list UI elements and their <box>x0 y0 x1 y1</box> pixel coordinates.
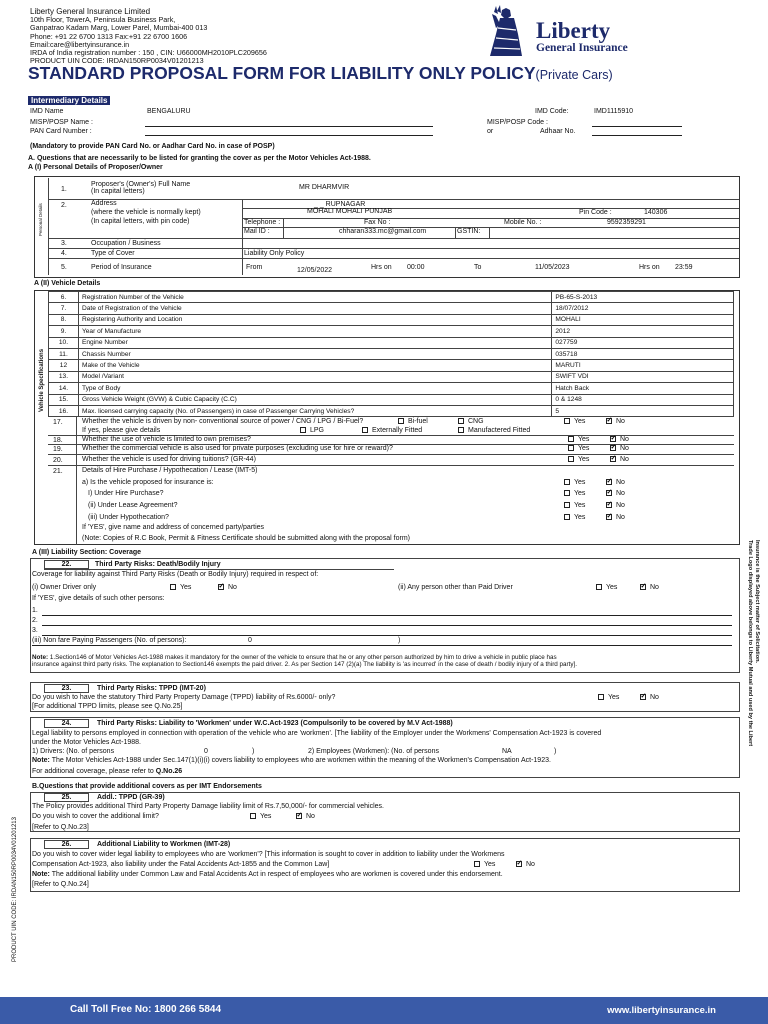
hrs-label: Hrs on <box>371 264 392 271</box>
vehicle-row-number: 6. <box>49 292 79 303</box>
q23-ref: [For additional TPPD limits, please see Q.No.25] <box>32 703 183 710</box>
vehicle-row-value[interactable]: 0 & 1248 <box>552 394 734 405</box>
q17-manufactured-checkbox[interactable] <box>458 427 464 433</box>
q17-label: Whether the vehicle is driven by non- conventional source of power / CNG / LPG / Bi-Fuel? <box>82 418 364 425</box>
q22-number: 22. <box>44 560 89 569</box>
mail-value[interactable]: chharan333.mc@gmail.com <box>339 228 427 235</box>
pin-label: Pin Code : <box>579 209 612 216</box>
q21-details-label: If 'YES', give name and address of concerned party/parties <box>82 524 265 531</box>
q25-yes-label: Yes <box>260 813 272 820</box>
vehicle-row-label: Year of Manufacture <box>78 326 551 337</box>
q26-line1: Do you wish to cover wider legal liability to employees who are 'workmen'? [This information is sought to cover in addition to liability under the Workmens <box>32 851 505 858</box>
q23-no-option[interactable] <box>640 694 659 701</box>
toll-free-number[interactable]: Call Toll Free No: 1800 266 5844 <box>70 1004 222 1015</box>
q22-note-text1: 1.Section146 of Motor Vehicles Act-1988 makes it mandatory for the owner of the vehicle to ensure that he or any other person authorized by him to drive a vehicle in public place has <box>48 654 557 661</box>
q21-a-label: a) Is the vehicle proposed for insurance is: <box>82 479 214 486</box>
q22-title: Third Party Risks: Death/Bodily Injury <box>95 561 221 568</box>
q22-iii-value[interactable]: 0 <box>248 637 252 644</box>
other-person-1-label: 1. <box>32 607 38 614</box>
vehicle-row-label: Chassis Number <box>78 348 551 359</box>
q21-i-no-checkbox[interactable] <box>606 490 612 496</box>
q21-a-no-option[interactable] <box>606 479 625 486</box>
q19-no-checkbox[interactable] <box>610 445 616 451</box>
vehicle-row-value[interactable]: 027759 <box>552 337 734 348</box>
q22-iii-label: (iii) Non fare Paying Passengers (No. of persons): <box>32 637 187 644</box>
vehicle-row <box>49 303 734 314</box>
q21-iii-yes-option[interactable] <box>564 514 585 521</box>
vehicle-row <box>49 348 734 359</box>
q24-number: 24. <box>44 719 89 728</box>
q19-number: 19. <box>53 446 63 453</box>
logo-sub: General Insurance <box>536 42 628 54</box>
q20-number: 20. <box>53 457 63 464</box>
pan-label: PAN Card Number : <box>30 128 92 135</box>
gstin-label: GSTIN: <box>457 228 481 235</box>
address-line2[interactable]: MOHALI MOHALI PUNJAB <box>307 208 393 215</box>
vehicle-row <box>49 360 734 371</box>
q21-a-yes-checkbox[interactable] <box>564 479 570 485</box>
q17-number: 17. <box>53 419 63 426</box>
hrs2-value[interactable]: 23:59 <box>675 264 693 271</box>
q17-no-option[interactable] <box>606 418 625 425</box>
other-person-2-label: 2. <box>32 617 38 624</box>
q26-yes-checkbox[interactable] <box>474 861 480 867</box>
q1-number: 1. <box>61 186 67 193</box>
q23-text: Do you wish to have the statutory Third Party Property Damage (TPPD) liability of Rs.6000/- only? <box>32 694 336 701</box>
q18-yes-label: Yes <box>578 436 590 443</box>
pan-field[interactable] <box>145 135 433 136</box>
vehicle-row-label: Date of Registration of the Vehicle <box>78 303 551 314</box>
q17-bifuel-label: Bi-fuel <box>408 418 428 425</box>
q25-line2: Do you wish to cover the additional limit? <box>32 813 159 820</box>
q25-no-option[interactable] <box>296 813 315 820</box>
vehicle-row-label: Type of Body <box>78 383 551 394</box>
q21-ii-yes-checkbox[interactable] <box>564 502 570 508</box>
q24-header <box>44 719 453 728</box>
vehicle-row-value[interactable]: 2012 <box>552 326 734 337</box>
q19-label: Whether the commercial vehicle is also used for private purposes (excluding use for hire or reward)? <box>82 445 393 452</box>
q1-value[interactable]: MR DHARMVIR <box>299 184 350 191</box>
misp-name-field[interactable] <box>145 126 433 127</box>
q17-manufactured-label: Manufactered Fitted <box>468 427 531 434</box>
q18-no-checkbox[interactable] <box>610 436 616 442</box>
q22-i-no-option[interactable] <box>218 584 237 591</box>
q24-drivers-paren: ) <box>252 748 255 755</box>
q22-ii-label: (ii) Any person other than Paid Driver <box>398 584 513 591</box>
q22-i-yes-option[interactable] <box>170 584 191 591</box>
vehicle-row-label: Gross Vehicle Weight (GVW) & Cubic Capacity (C.C) <box>78 394 551 405</box>
vehicle-row-number: 15. <box>49 394 79 405</box>
q25-header <box>44 793 165 802</box>
aadhar-field[interactable] <box>592 135 682 136</box>
q21-i-yes-label: Yes <box>574 490 586 497</box>
personal-details-side-label: Personal Details <box>38 203 43 236</box>
q20-no-label: No <box>620 456 629 463</box>
q21-a-yes-option[interactable] <box>564 479 585 486</box>
from-value[interactable]: 12/05/2022 <box>297 267 333 274</box>
section-a-sub: A (I) Personal Details of Proposer/Owner <box>28 164 163 171</box>
mobile-value[interactable]: 9592359291 <box>607 219 646 226</box>
q26-no-label: No <box>526 861 535 868</box>
vehicle-row-label: Make of the Vehicle <box>78 360 551 371</box>
q26-line2: Compensation Act-1923, also liability under the Fatal Accidents Act-1855 and the Common Law] <box>32 861 330 868</box>
logo-brand: Liberty <box>536 18 611 43</box>
q24-additional-ref: Q.No.26 <box>155 768 183 775</box>
company-uin: PRODUCT UIN CODE: IRDAN150RP0034V01201213 <box>30 56 204 66</box>
q21-label: Details of Hire Purchase / Hypothecation / Lease (IMT-5) <box>82 467 258 474</box>
q22-i-no-checkbox[interactable] <box>218 584 224 590</box>
company-irda: IRDA of India registration number : 150 , CIN: U66000MH2010PLC209656 <box>30 48 267 58</box>
pin-value[interactable]: 140306 <box>644 209 668 216</box>
q24-note-bold: Note: <box>32 757 50 764</box>
q22-ii-no-label: No <box>650 584 659 591</box>
q25-number: 25. <box>44 793 89 802</box>
q21-iii-label: (iii) Under Hypothecation? <box>88 514 169 521</box>
q5-label: Period of Insurance <box>91 264 152 271</box>
mobile-label: Mobile No. : <box>504 219 542 226</box>
vehicle-row <box>49 314 734 325</box>
q22-divider <box>32 645 732 646</box>
q18-yes-checkbox[interactable] <box>568 436 574 442</box>
q20-yes-checkbox[interactable] <box>568 456 574 462</box>
q17-yes-checkbox[interactable] <box>564 418 570 424</box>
q26-yes-label: Yes <box>484 861 496 868</box>
right-vertical-text2: Trade Logo displayed above belongs to Liberty Mutual and used by the Libert <box>747 540 753 747</box>
q21-i-no-label: No <box>616 490 625 497</box>
q17-manufactured-option[interactable] <box>458 427 530 434</box>
q1-label: Proposer's (Owner's) Full Name <box>91 181 191 188</box>
q21-i-yes-checkbox[interactable] <box>564 490 570 496</box>
vehicle-row-value[interactable]: Hatch Back <box>552 383 734 394</box>
vehicle-row-label: Model /Variant <box>78 371 551 382</box>
vehicle-row-number: 12 <box>49 360 79 371</box>
q2-label-sub1: (where the vehicle is normally kept) <box>91 209 201 216</box>
q17-external-checkbox[interactable] <box>362 427 368 433</box>
q23-header <box>44 684 206 693</box>
q23-no-checkbox[interactable] <box>640 694 646 700</box>
q20-no-checkbox[interactable] <box>610 456 616 462</box>
left-vertical-uin: PRODUCT UIN CODE: IRDAN150RP0034V01201213 <box>12 817 18 962</box>
q18-number: 18. <box>53 437 63 444</box>
q26-no-checkbox[interactable] <box>516 861 522 867</box>
vehicle-row-label: Registration Number of the Vehicle <box>78 292 551 303</box>
q21-a-no-checkbox[interactable] <box>606 479 612 485</box>
q17-external-option[interactable] <box>362 427 422 434</box>
statue-of-liberty-icon <box>482 4 532 58</box>
imd-code-label: IMD Code: <box>535 108 569 115</box>
q1-label-sub: (In capital letters) <box>91 188 145 195</box>
q2-label-sub2: (In capital letters, with pin code) <box>91 218 190 225</box>
q2-number: 2. <box>61 202 67 209</box>
other-person-3-label: 3. <box>32 627 38 634</box>
q22-header <box>44 560 221 569</box>
other-person-1-field[interactable] <box>42 615 732 616</box>
hrs-value[interactable]: 00:00 <box>407 264 425 271</box>
q20-yes-option[interactable] <box>568 456 589 463</box>
vehicle-row-number: 14. <box>49 383 79 394</box>
misp-code-field[interactable] <box>592 126 682 127</box>
vehicle-row-number: 7. <box>49 303 79 314</box>
vehicle-row <box>49 292 734 303</box>
q20-no-option[interactable] <box>610 456 629 463</box>
q23-yes-checkbox[interactable] <box>598 694 604 700</box>
q5-number: 5. <box>61 264 67 271</box>
vehicle-row-value[interactable]: MOHALI <box>552 314 734 325</box>
q17-yes-label: Yes <box>574 418 586 425</box>
q17-lpg-checkbox[interactable] <box>300 427 306 433</box>
q23-number: 23. <box>44 684 89 693</box>
aadhar-label: Adhaar No. <box>540 128 576 135</box>
q21-ii-no-checkbox[interactable] <box>606 502 612 508</box>
vehicle-row-number: 9. <box>49 326 79 337</box>
q24-title: Third Party Risks: Liability to 'Workmen' under W.C.Act-1923 (Compulsorily to be covered by M.V Act-1988) <box>97 720 453 727</box>
q23-title: Third Party Risks: TPPD (IMT-20) <box>97 685 206 692</box>
q4-number: 4. <box>61 250 67 257</box>
q21-ii-yes-label: Yes <box>574 502 586 509</box>
q22-ii-yes-option[interactable] <box>596 584 617 591</box>
q18-no-label: No <box>620 436 629 443</box>
q24-line1: Legal liability to persons employed in connection with operation of the vehicle who are 'workmen'. [The liability of the Employer under the Workmens' Compensation Act-1923 is covered <box>32 730 602 737</box>
q17-sub-label: If yes, please give details <box>82 427 161 434</box>
q24-employees-value[interactable]: NA <box>502 748 512 755</box>
q25-yes-checkbox[interactable] <box>250 813 256 819</box>
company-name: Liberty General Insurance Limited <box>30 7 151 16</box>
q2-label: Address <box>91 200 117 207</box>
vehicle-row-label: Engine Number <box>78 337 551 348</box>
vehicle-row-value[interactable]: 035718 <box>552 348 734 359</box>
q26-note <box>32 871 503 878</box>
or-label: or <box>487 128 494 135</box>
fax-label: Fax No : <box>364 219 391 226</box>
q24-line2: under the Motor Vehicles Act-1988. <box>32 739 141 746</box>
mail-label: Mail ID : <box>244 228 270 235</box>
form-title <box>28 63 613 84</box>
q21-iii-no-label: No <box>616 514 625 521</box>
vehicle-row <box>49 326 734 337</box>
vehicle-row <box>49 337 734 348</box>
section-b-heading: B.Questions that provide additional covers as per IMT Endorsements <box>32 783 262 790</box>
q17-yes-option[interactable] <box>564 418 585 425</box>
hrs2-label: Hrs on <box>639 264 660 271</box>
vehicle-row-value[interactable]: 5 <box>552 405 734 416</box>
q21-ii-label: (ii) Under Lease Agreement? <box>88 502 178 509</box>
q21-i-label: I) Under Hire Purchase? <box>88 490 164 497</box>
vehicle-row-value[interactable]: MARUTI <box>552 360 734 371</box>
vehicle-row <box>49 405 734 416</box>
q21-iii-yes-label: Yes <box>574 514 586 521</box>
personal-details-rows <box>48 178 738 275</box>
vehicle-row-number: 8. <box>49 314 79 325</box>
q22-i-yes-label: Yes <box>180 584 192 591</box>
vehicle-details-table <box>48 291 734 417</box>
vehicle-row-value[interactable]: SWIFT VDI <box>552 371 734 382</box>
liability-sub-heading: A (III) Liability Section: Coverage <box>32 549 142 556</box>
q18-yes-option[interactable] <box>568 436 589 443</box>
q24-note-text: The Motor Vehicles Act-1988 under Sec.147(1)(i)(i) covers liability to employees who are workmen within the meaning of the Workmen's Compensation Act-1923. <box>49 757 551 764</box>
q26-ref: [Refer to Q.No.24] <box>32 881 89 888</box>
liberty-logo <box>478 4 738 60</box>
q21-number: 21. <box>53 468 63 475</box>
q22-ii-yes-label: Yes <box>606 584 618 591</box>
q22-i-label: (i) Owner Driver only <box>32 584 97 591</box>
q21-iii-no-option[interactable] <box>606 514 625 521</box>
q22-i-no-label: No <box>228 584 237 591</box>
company-address-line2: Ganpatrao Kadam Marg, Lower Parel, Mumbai-400 013 <box>30 23 208 33</box>
vehicle-row-number: 13. <box>49 371 79 382</box>
other-person-2-field[interactable] <box>42 625 732 626</box>
company-address-line1: 10th Floor, TowerA, Peninsula Business Park, <box>30 15 176 25</box>
q24-drivers-value[interactable]: 0 <box>204 748 208 755</box>
q21-ii-no-label: No <box>616 502 625 509</box>
q26-note-bold: Note: <box>32 871 50 878</box>
q26-no-option[interactable] <box>516 861 535 868</box>
q23-yes-label: Yes <box>608 694 620 701</box>
q17-bifuel-option[interactable] <box>398 418 428 425</box>
q20-label: Whether the vehicle is used for driving tuitions? (GR-44) <box>82 456 256 463</box>
website-link[interactable]: www.libertyinsurance.in <box>607 1005 716 1016</box>
q19-yes-checkbox[interactable] <box>568 445 574 451</box>
q17-lpg-label: LPG <box>310 427 325 434</box>
q25-title: Addl.: TPPD (GR-39) <box>97 794 165 801</box>
footer-bar <box>0 997 768 1024</box>
vehicle-row-number: 16. <box>49 405 79 416</box>
q17-lpg-option[interactable] <box>300 427 324 434</box>
q21-ii-no-option[interactable] <box>606 502 625 509</box>
q21-a-no-label: No <box>616 479 625 486</box>
vehicle-row-number: 10. <box>49 337 79 348</box>
q17-bifuel-checkbox[interactable] <box>398 418 404 424</box>
right-vertical-text1: Insurance is the Subject matter of Solicitation. <box>754 540 760 664</box>
vehicle-row-label: Registering Authority and Location <box>78 314 551 325</box>
form-title-main: STANDARD PROPOSAL FORM FOR LIABILITY ONLY POLICY <box>28 63 536 83</box>
misp-name-label: MISP/POSP Name : <box>30 119 93 126</box>
q3-label: Occupation / Business <box>91 240 161 247</box>
q24-employees-label: 2) Employees (Workmen): (No. of persons <box>308 748 439 755</box>
q22-text: Coverage for liability against Third Party Risks (Death or Bodily Injury) required in respect of: <box>32 571 319 578</box>
to-value[interactable]: 11/05/2023 <box>535 264 570 271</box>
q23-no-label: No <box>650 694 659 701</box>
q25-ref: [Refer to Q.No.23] <box>32 824 89 831</box>
q25-no-label: No <box>306 813 315 820</box>
vehicle-side-label: Vehicle Specifications <box>39 348 45 412</box>
q19-yes-option[interactable] <box>568 445 589 452</box>
imd-code-value[interactable]: IMD1115910 <box>594 108 634 115</box>
q24-drivers-label: 1) Drivers: (No. of persons <box>32 748 115 755</box>
q4-value[interactable]: Liability Only Policy <box>244 250 305 257</box>
q20-yes-label: Yes <box>578 456 590 463</box>
q22-ii-no-checkbox[interactable] <box>640 584 646 590</box>
vehicle-row-value[interactable]: 18/07/2012 <box>552 303 734 314</box>
q17-cng-label: CNG <box>468 418 484 425</box>
q25-line1: The Policy provides additional Third Party Property Damage liability limit of Rs.7,50,000/- for commercial vehicles. <box>32 803 384 810</box>
q22-ii-no-option[interactable] <box>640 584 659 591</box>
q22-if-label: If 'YES', give details of such other persons: <box>32 595 165 602</box>
q24-note <box>32 757 551 764</box>
form-title-sub: (Private Cars) <box>535 68 613 82</box>
vehicle-row <box>49 371 734 382</box>
q25-no-checkbox[interactable] <box>296 813 302 819</box>
q17-external-label: Externally Fitted <box>372 427 423 434</box>
q22-note-line2: insurance against third party risks. The explanation to Section146 exempts the paid driver. 2. As per Section 147 (2)(a) The liability is 'as incurred' in the case of death / bodily injury of a third party]. <box>32 661 578 668</box>
q4-label: Type of Cover <box>91 250 135 257</box>
company-info <box>30 8 267 65</box>
q26-header <box>44 840 230 849</box>
company-email: Email:care@libertyinsurance.in <box>30 39 130 49</box>
q22-note-bold: Note: <box>32 654 49 661</box>
q19-no-label: No <box>620 445 629 452</box>
vehicle-row-value[interactable]: PB-65-S-2013 <box>552 292 734 303</box>
q21-i-yes-option[interactable] <box>564 490 585 497</box>
telephone-label: Telephone : <box>244 219 281 226</box>
q17-no-checkbox[interactable] <box>606 418 612 424</box>
q26-note-text: The additional liability under Common Law and Fatal Accidents Act in respect of employees who are workmen is covered under this endorsement. <box>49 871 503 878</box>
vehicle-row-label: Max. licensed carrying capacity (No. of Passengers) in case of Passenger Carrying Vehicles? <box>78 405 551 416</box>
q25-yes-option[interactable] <box>250 813 271 820</box>
vehicle-sub-heading: A (II) Vehicle Details <box>34 280 101 287</box>
vehicle-row <box>49 383 734 394</box>
q24-additional-text: For additional coverage, please refer to <box>32 768 156 775</box>
q22-ii-yes-checkbox[interactable] <box>596 584 602 590</box>
q19-no-option[interactable] <box>610 445 629 452</box>
vehicle-row <box>49 394 734 405</box>
company-phone: Phone: +91 22 6700 1313 Fax:+91 22 6700 1606 <box>30 31 188 41</box>
vehicle-row-number: 11. <box>49 348 79 359</box>
q26-number: 26. <box>44 840 89 849</box>
q21-iii-no-checkbox[interactable] <box>606 514 612 520</box>
q19-yes-label: Yes <box>578 445 590 452</box>
q26-yes-option[interactable] <box>474 861 495 868</box>
q22-iii-paren: ) <box>398 637 401 644</box>
q21-i-no-option[interactable] <box>606 490 625 497</box>
mandatory-note: (Mandatory to provide PAN Card No. or Aadhar Card No. in case of POSP) <box>30 143 275 150</box>
from-label: From <box>246 264 263 271</box>
q17-cng-option[interactable] <box>458 418 484 425</box>
section-a-heading: A. Questions that are necessarily to be listed for granting the cover as per the Motor Vehicles Act-1988. <box>28 155 371 162</box>
other-person-3-field[interactable] <box>42 635 732 636</box>
q22-i-yes-checkbox[interactable] <box>170 584 176 590</box>
q23-yes-option[interactable] <box>598 694 619 701</box>
q21-iii-yes-checkbox[interactable] <box>564 514 570 520</box>
misp-code-label: MISP/POSP Code : <box>487 119 548 126</box>
to-label: To <box>474 264 482 271</box>
q3-number: 3. <box>61 240 67 247</box>
intermediary-header: Intermediary Details <box>28 96 110 105</box>
q21-a-yes-label: Yes <box>574 479 586 486</box>
imd-name-label: IMD Name <box>30 108 64 115</box>
q24-additional <box>32 768 182 775</box>
q22-note-line1 <box>32 654 557 661</box>
q21-note: (Note: Copies of R.C Book, Permit & Fitness Certificate should be submitted along with the proposal form) <box>82 535 410 542</box>
q17-cng-checkbox[interactable] <box>458 418 464 424</box>
address-line1[interactable]: _ _ RUPNAGAR <box>314 201 366 208</box>
q26-title: Additional Liability to Workmen (IMT-28) <box>97 841 231 848</box>
q24-employees-paren: ) <box>554 748 557 755</box>
imd-name-value[interactable]: BENGALURU <box>147 108 191 115</box>
vehicle-questions <box>48 417 734 545</box>
q18-label: Whether the use of vehicle is limited to own premises? <box>82 436 251 443</box>
q21-ii-yes-option[interactable] <box>564 502 585 509</box>
q17-no-label: No <box>616 418 625 425</box>
